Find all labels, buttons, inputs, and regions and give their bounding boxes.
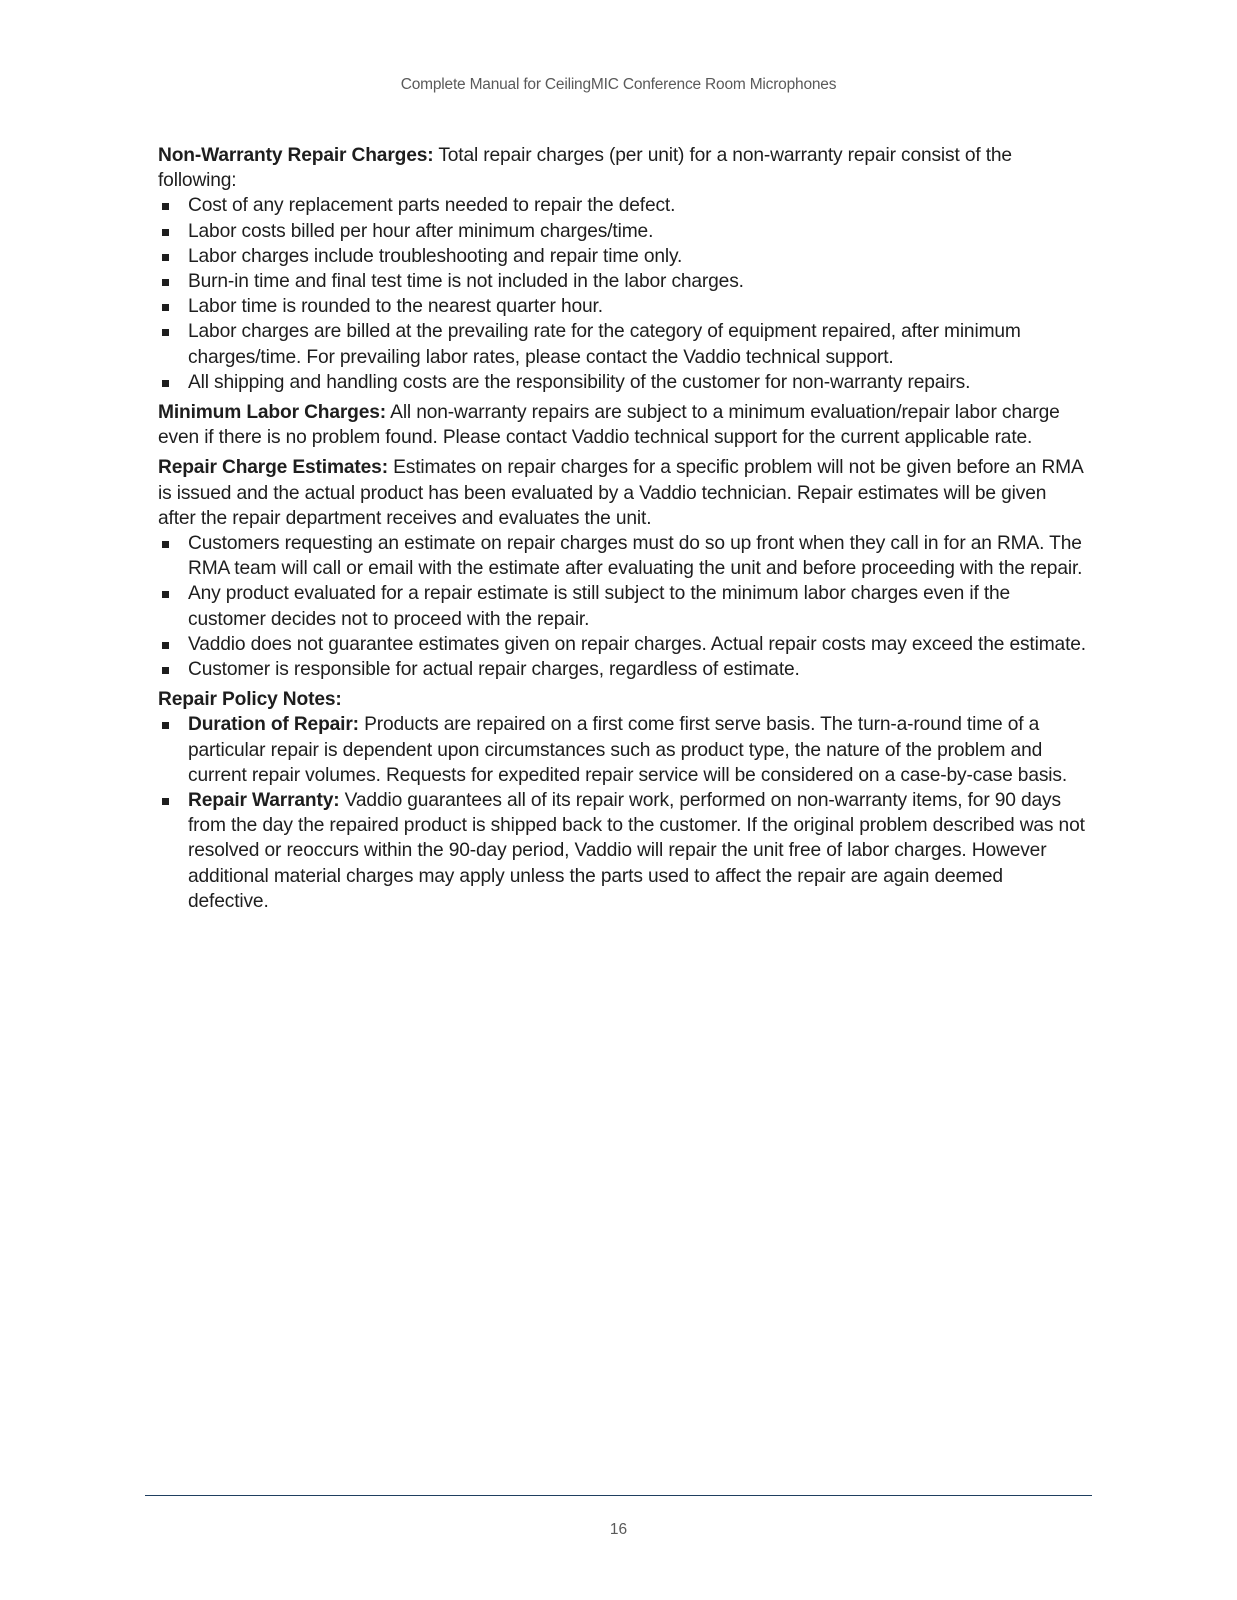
list-item: Cost of any replacement parts needed to repair the defect. — [158, 193, 1088, 218]
warranty-lead: Repair Warranty: — [188, 790, 340, 812]
non-warranty-paragraph — [158, 143, 1088, 193]
square-bullet-icon — [162, 798, 169, 805]
estimates-paragraph — [158, 455, 1088, 531]
square-bullet-icon — [162, 279, 169, 286]
policy-notes-heading: Repair Policy Notes: — [158, 689, 342, 711]
list-item: Any product evaluated for a repair estimate is still subject to the minimum labor charges even if the customer decides not to proceed with the repair. — [158, 581, 1088, 631]
list-item: Customers requesting an estimate on repair charges must do so up front when they call in for an RMA. The RMA team will call or email with the estimate after evaluating the unit and before proceeding with the repair. — [158, 531, 1088, 581]
list-item: Labor charges include troubleshooting and repair time only. — [158, 244, 1088, 269]
minimum-labor-lead: Minimum Labor Charges: — [158, 402, 387, 424]
list-item: Labor time is rounded to the nearest quarter hour. — [158, 294, 1088, 319]
list-item — [158, 712, 1088, 788]
minimum-labor-text: All non-warranty repairs are subject to a minimum evaluation/repair labor charge even if there is no problem found. Please contact Vaddio technical support for the current applicable rate. — [158, 402, 1060, 449]
list-item: Vaddio does not guarantee estimates given on repair charges. Actual repair costs may exceed the estimate. — [158, 632, 1088, 657]
square-bullet-icon — [162, 254, 169, 261]
non-warranty-list — [158, 193, 1088, 395]
warranty-text: Vaddio guarantees all of its repair work, performed on non-warranty items, for 90 days from the day the repaired product is shipped back to the customer. If the original problem described was not resolved or reoccurs within the 90-day period, Vaddio will repair the unit free of labor charges. However additional material charges may apply unless the parts used to affect the repair are again deemed defective. — [188, 790, 1085, 912]
square-bullet-icon — [162, 203, 169, 210]
square-bullet-icon — [162, 380, 169, 387]
page-content — [158, 143, 1088, 914]
square-bullet-icon — [162, 229, 169, 236]
square-bullet-icon — [162, 541, 169, 548]
square-bullet-icon — [162, 329, 169, 336]
duration-lead: Duration of Repair: — [188, 714, 359, 736]
list-item: Burn-in time and final test time is not included in the labor charges. — [158, 269, 1088, 294]
page-number: 16 — [609, 1521, 628, 1538]
footer-divider — [145, 1495, 1092, 1496]
square-bullet-icon — [162, 667, 169, 674]
policy-notes-list — [158, 712, 1088, 914]
square-bullet-icon — [162, 722, 169, 729]
estimates-list — [158, 531, 1088, 682]
running-header: Complete Manual for CeilingMIC Conference Room Microphones — [400, 76, 837, 93]
estimates-lead: Repair Charge Estimates: — [158, 457, 388, 479]
list-item — [158, 788, 1088, 914]
non-warranty-lead: Non-Warranty Repair Charges: — [158, 145, 434, 166]
list-item: Labor charges are billed at the prevailing rate for the category of equipment repaired, after minimum charges/time. For prevailing labor rates, please contact the Vaddio technical support. — [158, 319, 1088, 369]
list-item: Customer is responsible for actual repair charges, regardless of estimate. — [158, 657, 1088, 682]
square-bullet-icon — [162, 591, 169, 598]
minimum-labor-paragraph — [158, 400, 1088, 450]
list-item: All shipping and handling costs are the responsibility of the customer for non-warranty repairs. — [158, 370, 1088, 395]
estimates-text: Estimates on repair charges for a specific problem will not be given before an RMA is issued and the actual product has been evaluated by a Vaddio technician. Repair estimates will be given after the repair department receives and evaluates the unit. — [158, 457, 1083, 529]
square-bullet-icon — [162, 304, 169, 311]
duration-text: Products are repaired on a first come first serve basis. The turn-a-round time of a particular repair is dependent upon circumstances such as product type, the nature of the problem and current repair volumes. Requests for expedited repair service will be considered on a case-by-case basis. — [188, 714, 1068, 786]
square-bullet-icon — [162, 642, 169, 649]
list-item: Labor costs billed per hour after minimum charges/time. — [158, 219, 1088, 244]
non-warranty-text: Total repair charges (per unit) for a non-warranty repair consist of the following: — [158, 145, 1012, 192]
